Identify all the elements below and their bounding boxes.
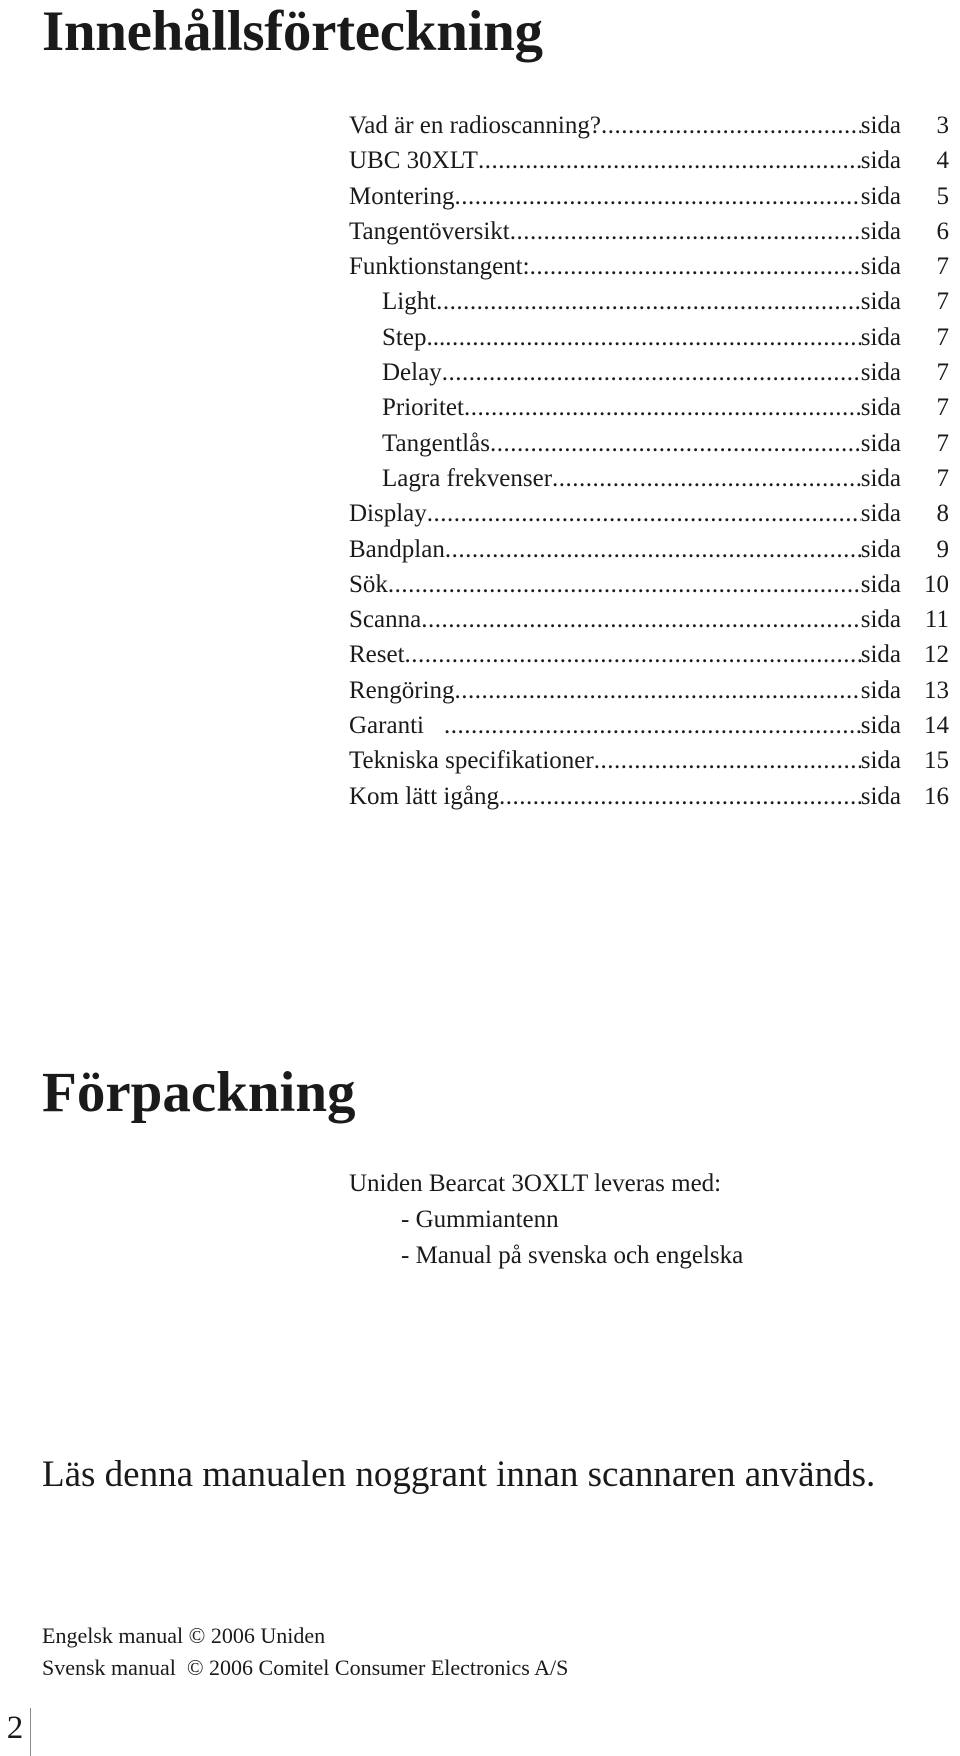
toc-leader-dots <box>499 779 861 814</box>
toc-entry-prefix: sida <box>860 323 901 351</box>
toc-entry-label: Light <box>382 288 437 316</box>
toc-entry-label: UBC 30XLT <box>349 147 478 175</box>
toc-leader-dots <box>442 355 861 390</box>
toc-entry-page: 7 <box>936 323 949 351</box>
toc-entry-page: 14 <box>924 712 949 740</box>
toc-entry-prefix: sida <box>860 429 901 457</box>
toc-entry-label: Vad är en radioscanning? <box>349 112 601 139</box>
toc-entry <box>349 673 949 708</box>
toc-leader-dots <box>594 743 861 778</box>
toc-entry <box>349 496 949 531</box>
toc-entry-prefix: sida <box>860 464 901 492</box>
toc-leader-dots <box>455 179 861 214</box>
packaging-heading: Förpackning <box>42 1061 356 1124</box>
toc-entry-page: 15 <box>924 747 949 775</box>
toc-leader-dots <box>510 214 861 249</box>
toc-entry-prefix: sida <box>860 641 901 669</box>
toc-entry-page: 3 <box>936 112 949 139</box>
toc-entry-page: 9 <box>936 535 949 563</box>
toc-subentry <box>349 426 949 461</box>
toc-leader-dots <box>552 461 861 496</box>
toc-entry <box>349 743 949 778</box>
toc-leader-dots <box>427 496 861 531</box>
packaging-item: - Manual på svenska och engelska <box>401 1242 744 1269</box>
toc-entry-label: Delay <box>382 359 442 387</box>
toc-entry <box>349 637 949 672</box>
toc-entry-prefix: sida <box>860 535 901 563</box>
toc-entry-page: 6 <box>936 217 949 245</box>
toc-entry-prefix: sida <box>860 676 901 704</box>
toc-entry-page: 4 <box>936 147 949 175</box>
toc-entry-page: 13 <box>924 676 949 704</box>
toc-entry <box>349 602 949 637</box>
toc-entry-label: Bandplan <box>349 535 445 563</box>
toc-entry <box>349 143 949 178</box>
toc-entry-page: 7 <box>936 253 949 281</box>
toc-entry <box>349 108 949 143</box>
toc-leader-dots <box>530 249 861 284</box>
toc-entry <box>349 249 949 284</box>
toc-subentry <box>349 355 949 390</box>
toc-entry-prefix: sida <box>860 570 901 598</box>
toc-entry-page: 11 <box>924 606 949 634</box>
toc-entry-label: Prioritet <box>382 394 464 422</box>
toc-entry-prefix: sida <box>860 112 901 139</box>
toc-entry-label: Tangentöversikt <box>349 217 510 245</box>
toc-entry-prefix: sida <box>860 606 901 634</box>
toc-entry-label: Display <box>349 500 427 528</box>
toc-entry <box>349 567 949 602</box>
toc-entry-label: Lagra frekvenser <box>382 464 553 492</box>
read-manual-notice: Läs denna manualen noggrant innan scannaren används. <box>42 1454 876 1495</box>
toc-entry-label: Tekniska specifikationer <box>349 747 594 775</box>
toc-entry <box>349 179 949 214</box>
toc-entry-page: 10 <box>924 570 949 598</box>
toc-leader-dots <box>388 567 861 602</box>
toc-entry-prefix: sida <box>860 147 901 175</box>
copyright-block <box>42 1620 568 1684</box>
toc-entry-label: Scanna <box>349 606 422 634</box>
toc-entry-prefix: sida <box>860 217 901 245</box>
toc-entry-label: Tangentlås <box>382 429 490 457</box>
toc-entry <box>349 779 949 814</box>
toc-leader-dots <box>455 673 861 708</box>
toc-entry-prefix: sida <box>860 500 901 528</box>
toc-leader-dots <box>601 108 861 143</box>
toc-subentry <box>349 320 949 355</box>
toc-entry-label: Garanti <box>349 712 424 740</box>
packaging-item: - Gummiantenn <box>401 1206 559 1233</box>
toc-entry-prefix: sida <box>860 253 901 281</box>
toc-entry-page: 7 <box>936 359 949 387</box>
toc-entry-page: 5 <box>936 182 949 210</box>
toc-leader-dots <box>405 637 861 672</box>
toc-entry-page: 7 <box>936 288 949 316</box>
toc-subentry <box>349 284 949 319</box>
toc-entry-label: Step... <box>382 323 446 351</box>
packaging-contents <box>349 1166 743 1274</box>
packaging-intro: Uniden Bearcat 3OXLT leveras med: <box>349 1170 722 1197</box>
toc-entry-label: Reset <box>349 641 405 669</box>
toc-entry-page: 8 <box>936 500 949 528</box>
toc-entry <box>349 532 949 567</box>
toc-entry-label: Sök <box>349 570 388 598</box>
toc-entry-prefix: sida <box>860 782 901 810</box>
toc-leader-dots <box>445 532 861 567</box>
page-number: 2 <box>6 1710 24 1746</box>
table-of-contents <box>349 108 949 814</box>
toc-leader-dots <box>421 602 861 637</box>
toc-entry-label: Funktionstangent: <box>349 253 530 281</box>
toc-entry-label: Rengöring <box>349 676 455 704</box>
toc-entry-page: 7 <box>936 464 949 492</box>
toc-entry-prefix: sida <box>860 712 901 740</box>
toc-entry-page: 16 <box>924 782 949 810</box>
toc-leader-dots <box>490 426 861 461</box>
toc-entry <box>349 214 949 249</box>
toc-entry-prefix: sida <box>860 747 901 775</box>
toc-leader-dots <box>478 143 861 178</box>
toc-entry-prefix: sida <box>860 359 901 387</box>
toc-entry-page: 7 <box>936 429 949 457</box>
page-number-divider <box>30 1708 31 1756</box>
toc-subentry <box>349 390 949 425</box>
toc-entry-prefix: sida <box>860 288 901 316</box>
toc-leader-dots <box>445 320 861 355</box>
toc-entry-label: Montering <box>349 182 455 210</box>
toc-entry-prefix: sida <box>860 394 901 422</box>
copyright-line-swedish: Svensk manual © 2006 Comitel Consumer Electronics A/S <box>42 1655 569 1680</box>
toc-entry-label: Kom lätt igång <box>349 782 499 810</box>
page-title: Innehållsförteckning <box>42 0 543 63</box>
copyright-line-english: Engelsk manual © 2006 Uniden <box>42 1623 326 1648</box>
toc-entry <box>349 708 949 743</box>
toc-entry-page: 12 <box>924 641 949 669</box>
toc-leader-dots <box>436 284 861 319</box>
toc-subentry <box>349 461 949 496</box>
toc-entry-prefix: sida <box>860 182 901 210</box>
toc-leader-dots <box>464 390 861 425</box>
toc-leader-dots <box>444 708 861 743</box>
toc-entry-page: 7 <box>936 394 949 422</box>
